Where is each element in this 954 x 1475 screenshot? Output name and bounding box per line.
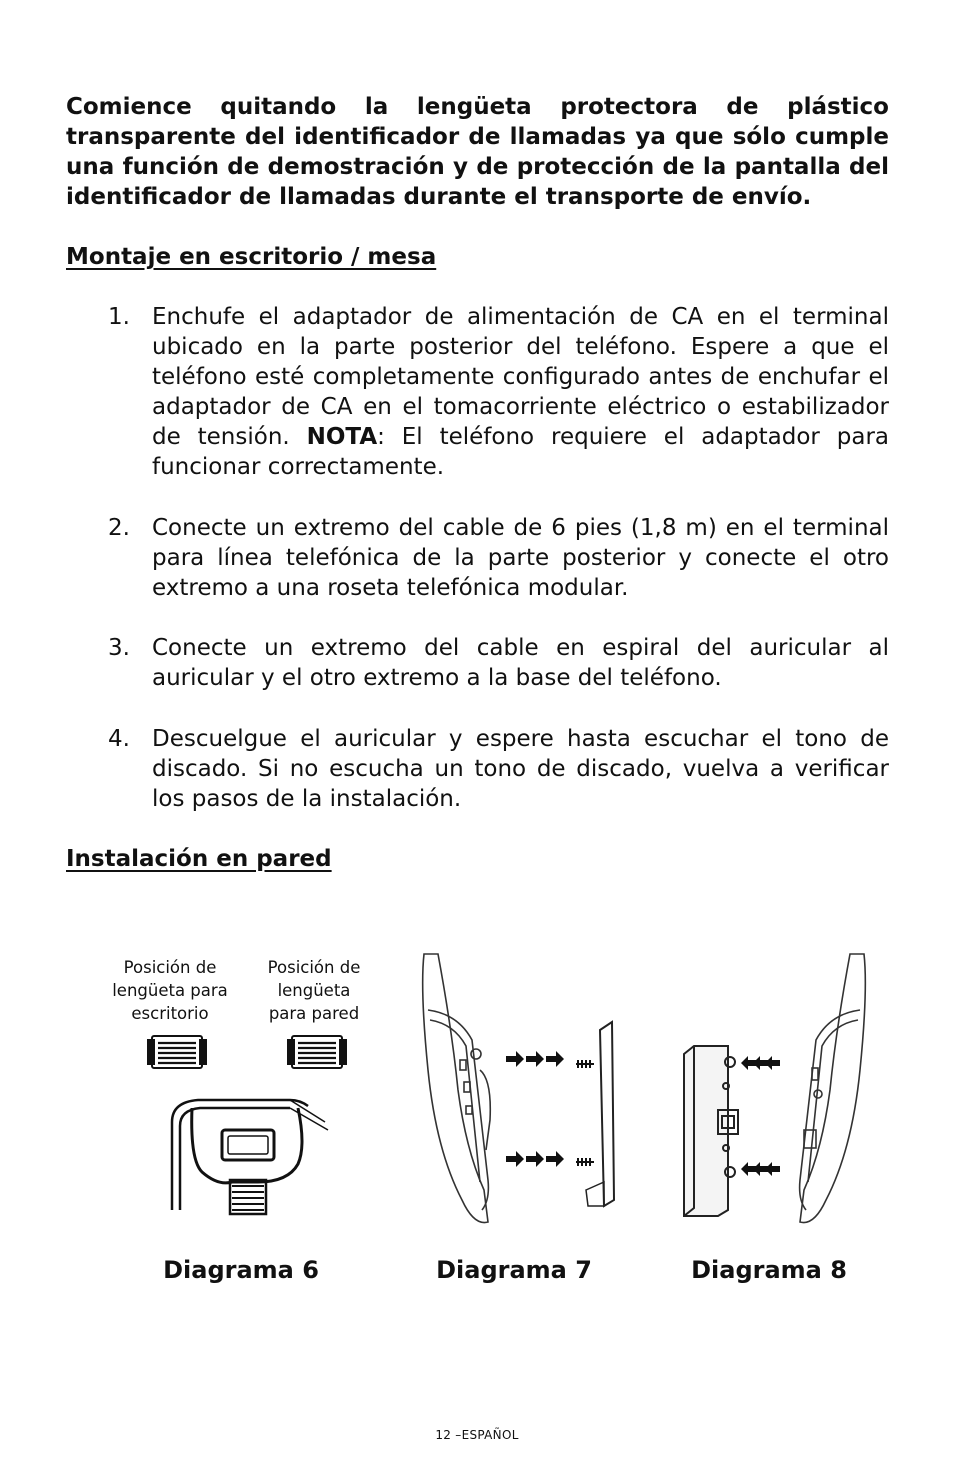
diagram-7-illustration xyxy=(418,950,640,1230)
step-1-note-label: NOTA xyxy=(306,424,378,450)
diagram-6-illustration xyxy=(140,1030,360,1220)
phone-side-view xyxy=(423,954,491,1223)
desk-mount-heading: Montaje en escritorio / mesa xyxy=(66,244,437,270)
step-2 xyxy=(108,513,889,603)
step-1-text-b: : El teléfono requiere el adaptador para funcionar correctamente. xyxy=(152,424,889,480)
intro-paragraph: Comience quitando la lengüeta protectora de plástico transparente del identificador de llamadas ya que sólo cumple una función de demostración y de protección de la pantalla del identificador de llamadas durante el transporte de envío. xyxy=(66,94,889,210)
page-footer: 12 –ESPAÑOL xyxy=(435,1428,519,1442)
base-tab-slot xyxy=(172,1100,328,1214)
diagram-7-label: Diagrama 7 xyxy=(436,1256,592,1284)
desk-tab-caption: Posición de lengüeta para escritorio xyxy=(112,958,228,1023)
arrows-bottom xyxy=(506,1151,564,1167)
wall-plate-front xyxy=(684,1046,738,1216)
step-3-number: 3. xyxy=(108,635,130,661)
step-4-number: 4. xyxy=(108,726,130,752)
desk-tab-icon xyxy=(148,1036,206,1068)
wall-plate-side xyxy=(586,1022,614,1206)
diagram-8-label: Diagrama 8 xyxy=(691,1256,847,1284)
step-1-text-a: Enchufe el adaptador de alimentación de CA en el terminal ubicado en la parte posterior del teléfono. Espere a que el teléfono esté completamente configurado antes de enchufar el adaptador de CA en el tomacorriente eléctrico o estabilizador de tensión. xyxy=(152,304,889,450)
wall-tab-icon xyxy=(288,1036,346,1068)
step-1-number: 1. xyxy=(108,304,130,330)
arrows-top xyxy=(506,1051,564,1067)
diagram-6-label: Diagrama 6 xyxy=(163,1256,319,1284)
step-4-text: Descuelgue el auricular y espere hasta escuchar el tono de discado. Si no escucha un tono de discado, vuelva a verificar los pasos de la instalación. xyxy=(152,726,889,812)
step-1 xyxy=(108,302,889,482)
wall-tab-caption: Posición de lengüeta para pared xyxy=(267,958,361,1023)
wall-mount-heading: Instalación en pared xyxy=(66,846,332,872)
step-3 xyxy=(108,633,889,693)
step-4 xyxy=(108,724,889,814)
step-2-text: Conecte un extremo del cable de 6 pies (1,8 m) en el terminal para línea telefónica de la parte posterior y conecte el otro extremo a una roseta telefónica modular. xyxy=(152,515,889,601)
screw-icons xyxy=(576,1060,594,1166)
step-2-number: 2. xyxy=(108,515,130,541)
diagram-8-illustration xyxy=(672,950,872,1230)
phone-side-view-mirrored xyxy=(800,954,866,1223)
step-3-text: Conecte un extremo del cable en espiral del auricular al auricular y el otro extremo a la base del teléfono. xyxy=(152,635,889,691)
arrows-left xyxy=(741,1056,780,1176)
